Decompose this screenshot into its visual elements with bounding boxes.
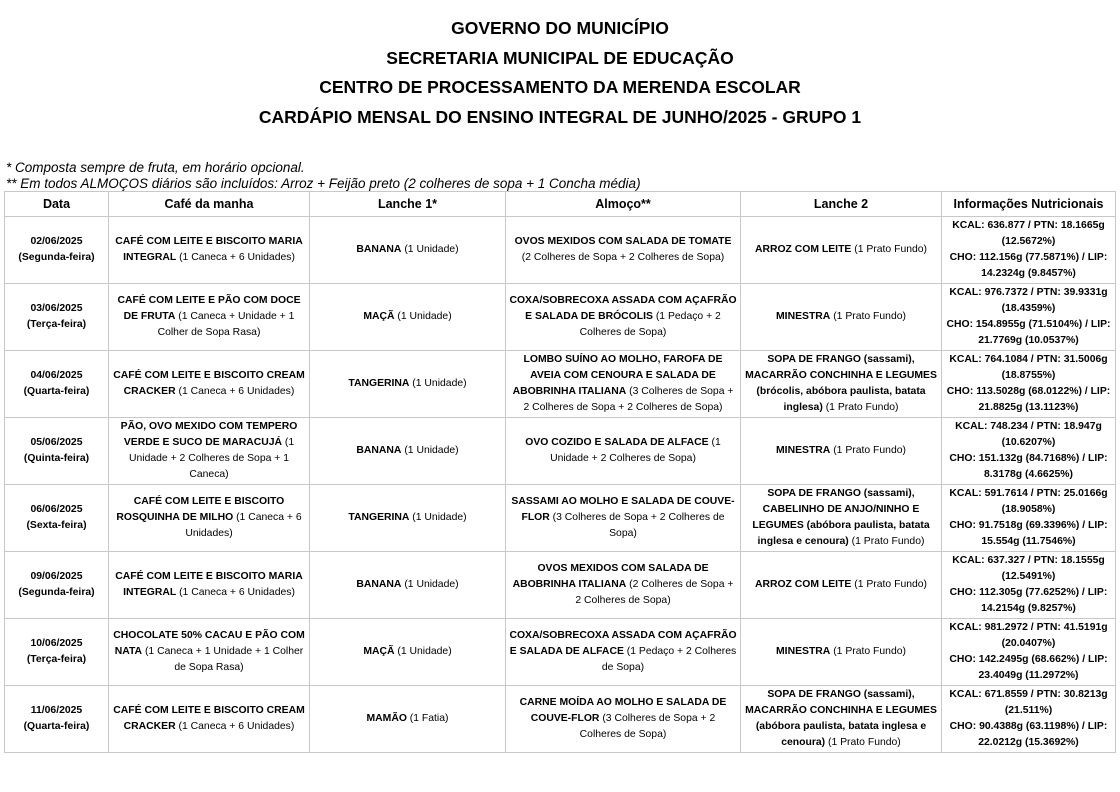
weekday: (Terça-feira) <box>26 654 87 665</box>
meal-name: MINESTRA <box>776 646 831 657</box>
snack2-cell <box>741 418 942 485</box>
header-line-secretariat: SECRETARIA MUNICIPAL DE EDUCAÇÃO <box>386 47 734 68</box>
menu-table <box>4 191 1116 753</box>
meal-name: SOPA DE FRANGO (sassami), MACARRÃO CONCHINHA E LEGUMES (abóbora paulista, batata inglesa e cenoura) <box>745 689 937 748</box>
header-line-menu-title: CARDÁPIO MENSAL DO ENSINO INTEGRAL DE JUNHO/2025 - GRUPO 1 <box>258 106 862 127</box>
meal-name: TANGERINA <box>348 512 410 523</box>
meal-portion: (1 Prato Fundo) <box>828 737 901 748</box>
meal-portion: (1 Unidade + 2 Colheres de Sopa + 1 Caneca) <box>128 437 295 480</box>
meal-name: MINESTRA <box>776 311 831 322</box>
lunch-cell <box>506 552 741 619</box>
nutrition-kcal-ptn: KCAL: 671.8559 / PTN: 30.8213g (21.511%) <box>949 689 1108 716</box>
meal-name: CAFÉ COM LEITE E BISCOITO CREAM CRACKER <box>113 705 305 732</box>
header-line-government: GOVERNO DO MUNICÍPIO <box>451 18 669 38</box>
meal-name: CHOCOLATE 50% CACAU E PÃO COM NATA <box>113 630 305 657</box>
meal-name: COXA/SOBRECOXA ASSADA COM AÇAFRÃO E SALADA DE BRÓCOLIS <box>509 295 737 322</box>
date-cell <box>5 686 109 753</box>
meal-portion: (1 Unidade) <box>397 646 452 657</box>
date: 03/06/2025 <box>30 303 83 314</box>
date: 06/06/2025 <box>30 504 83 515</box>
table-row <box>5 418 1116 485</box>
meal-portion: (1 Unidade) <box>404 445 459 456</box>
meal-portion: (1 Caneca + Unidade + 1 Colher de Sopa Rasa) <box>157 311 295 338</box>
breakfast-cell <box>109 217 310 284</box>
lunch-cell <box>506 485 741 552</box>
meal-name: BANANA <box>356 445 402 456</box>
nutrition-cell <box>942 217 1116 284</box>
table-header-row <box>5 192 1116 217</box>
lunch-cell <box>506 351 741 418</box>
weekday: (Segunda-feira) <box>18 252 95 263</box>
lunch-cell <box>506 217 741 284</box>
meal-portion: (1 Unidade) <box>412 512 467 523</box>
meal-portion: (1 Unidade) <box>404 579 459 590</box>
nutrition-cell <box>942 485 1116 552</box>
meal-portion: (1 Unidade) <box>412 378 467 389</box>
lunch-cell <box>506 686 741 753</box>
nutrition-cell <box>942 418 1116 485</box>
header-line-center: CENTRO DE PROCESSAMENTO DA MERENDA ESCOLAR <box>319 77 801 97</box>
meal-name: MAMÃO <box>366 713 407 724</box>
note-fruit: * Composta sempre de fruta, em horário opcional. <box>6 160 305 175</box>
meal-name: OVO COZIDO E SALADA DE ALFACE <box>525 437 709 448</box>
meal-name: BANANA <box>356 579 402 590</box>
column-header-snack2: Lanche 2 <box>741 192 942 217</box>
nutrition-kcal-ptn: KCAL: 981.2972 / PTN: 41.5191g (20.0407%) <box>949 622 1108 649</box>
document-header <box>0 14 1120 132</box>
meal-portion: (1 Unidade) <box>397 311 452 322</box>
breakfast-cell <box>109 686 310 753</box>
breakfast-cell <box>109 351 310 418</box>
breakfast-cell <box>109 485 310 552</box>
meal-portion: (1 Prato Fundo) <box>851 536 925 547</box>
date: 05/06/2025 <box>30 437 83 448</box>
nutrition-kcal-ptn: KCAL: 764.1084 / PTN: 31.5006g (18.8755%) <box>949 354 1108 381</box>
nutrition-cho-lip: CHO: 113.5028g (68.0122%) / LIP: 21.8825g (13.1123%) <box>946 386 1111 413</box>
meal-portion: (1 Fatia) <box>409 713 449 724</box>
meal-portion: (1 Caneca + 1 Unidade + 1 Colher de Sopa Rasa) <box>144 646 304 673</box>
nutrition-cell <box>942 619 1116 686</box>
date: 02/06/2025 <box>30 236 83 247</box>
snack1-cell <box>310 351 506 418</box>
snack2-cell <box>741 552 942 619</box>
column-header-snack1: Lanche 1* <box>310 192 506 217</box>
meal-name: OVOS MEXIDOS COM SALADA DE TOMATE <box>514 236 732 247</box>
column-header-lunch: Almoço** <box>506 192 741 217</box>
breakfast-cell <box>109 284 310 351</box>
date-cell <box>5 351 109 418</box>
meal-name: SOPA DE FRANGO (sassami), CABELINHO DE ANJO/NINHO E LEGUMES (abóbora paulista, batata inglesa e cenoura) <box>752 488 930 547</box>
meal-name: CAFÉ COM LEITE E BISCOITO CREAM CRACKER <box>113 370 305 397</box>
date-cell <box>5 552 109 619</box>
snack2-cell <box>741 217 942 284</box>
meal-portion: (1 Prato Fundo) <box>825 402 899 413</box>
snack2-cell <box>741 284 942 351</box>
meal-portion: (1 Caneca + 6 Unidades) <box>178 721 295 732</box>
snack2-cell <box>741 619 942 686</box>
snack1-cell <box>310 619 506 686</box>
table-row <box>5 217 1116 284</box>
meal-portion: (2 Colheres de Sopa + 2 Colheres de Sopa) <box>575 579 734 606</box>
table-row <box>5 552 1116 619</box>
meal-portion: (3 Colheres de Sopa + 2 Colheres de Sopa) <box>579 713 716 740</box>
note-lunch: ** Em todos ALMOÇOS diários são incluídos: Arroz + Feijão preto (2 colheres de sopa + 1 Concha média) <box>6 176 641 191</box>
meal-portion: (1 Caneca + 6 Unidades) <box>185 512 302 539</box>
date-cell <box>5 217 109 284</box>
date-cell <box>5 619 109 686</box>
nutrition-kcal-ptn: KCAL: 591.7614 / PTN: 25.0166g (18.9058%) <box>949 488 1108 515</box>
weekday: (Segunda-feira) <box>18 587 95 598</box>
breakfast-cell <box>109 418 310 485</box>
snack1-cell <box>310 418 506 485</box>
meal-portion: (1 Unidade) <box>404 244 459 255</box>
weekday: (Quarta-feira) <box>23 721 90 732</box>
nutrition-kcal-ptn: KCAL: 748.234 / PTN: 18.947g (10.6207%) <box>955 421 1102 448</box>
date-cell <box>5 284 109 351</box>
date-cell <box>5 418 109 485</box>
weekday: (Quarta-feira) <box>23 386 90 397</box>
nutrition-cho-lip: CHO: 90.4388g (63.1198%) / LIP: 22.0212g (15.3692%) <box>949 721 1108 748</box>
date: 10/06/2025 <box>30 638 83 649</box>
lunch-cell <box>506 284 741 351</box>
meal-portion: (1 Caneca + 6 Unidades) <box>178 386 295 397</box>
meal-portion: (1 Prato Fundo) <box>854 244 928 255</box>
snack1-cell <box>310 552 506 619</box>
nutrition-kcal-ptn: KCAL: 637.327 / PTN: 18.1555g (12.5491%) <box>952 555 1105 582</box>
meal-name: ARROZ COM LEITE <box>754 244 852 255</box>
meal-name: BANANA <box>356 244 402 255</box>
meal-name: ARROZ COM LEITE <box>754 579 852 590</box>
table-row <box>5 284 1116 351</box>
meal-portion: (1 Prato Fundo) <box>833 311 906 322</box>
meal-portion: (1 Prato Fundo) <box>833 445 906 456</box>
meal-name: CARNE MOÍDA AO MOLHO E SALADA DE COUVE-FLOR <box>519 697 727 724</box>
meal-portion: (2 Colheres de Sopa + 2 Colheres de Sopa) <box>521 252 725 263</box>
meal-portion: (3 Colheres de Sopa + 2 Colheres de Sopa) <box>552 512 725 539</box>
nutrition-cho-lip: CHO: 151.132g (84.7168%) / LIP: 8.3178g (4.6625%) <box>949 453 1108 480</box>
meal-name: TANGERINA <box>348 378 410 389</box>
meal-portion: (1 Caneca + 6 Unidades) <box>179 587 295 598</box>
table-row <box>5 485 1116 552</box>
column-header-breakfast: Café da manha <box>109 192 310 217</box>
meal-portion: (1 Caneca + 6 Unidades) <box>179 252 295 263</box>
snack2-cell <box>741 351 942 418</box>
nutrition-cho-lip: CHO: 91.7518g (69.3396%) / LIP: 15.554g (11.7546%) <box>949 520 1108 547</box>
snack2-cell <box>741 686 942 753</box>
snack1-cell <box>310 686 506 753</box>
nutrition-kcal-ptn: KCAL: 636.877 / PTN: 18.1665g (12.5672%) <box>952 220 1105 247</box>
column-header-date: Data <box>5 192 109 217</box>
table-row <box>5 619 1116 686</box>
meal-portion: (3 Colheres de Sopa + 2 Colheres de Sopa + 2 Colheres de Sopa) <box>523 386 734 413</box>
snack1-cell <box>310 217 506 284</box>
meal-name: CAFÉ COM LEITE E BISCOITO MARIA INTEGRAL <box>115 571 303 598</box>
meal-portion: (1 Unidade + 2 Colheres de Sopa) <box>550 437 721 464</box>
nutrition-cell <box>942 552 1116 619</box>
date: 04/06/2025 <box>30 370 83 381</box>
snack1-cell <box>310 284 506 351</box>
nutrition-cell <box>942 351 1116 418</box>
meal-name: OVOS MEXIDOS COM SALADA DE ABOBRINHA ITALIANA <box>512 563 709 590</box>
meal-portion: (1 Pedaço + 2 Colheres de Sopa) <box>601 646 737 673</box>
meal-name: CAFÉ COM LEITE E PÃO COM DOCE DE FRUTA <box>117 295 301 322</box>
meal-name: MAÇÃ <box>363 646 395 657</box>
nutrition-cho-lip: CHO: 112.305g (77.6252%) / LIP: 14.2154g (9.8257%) <box>949 587 1108 614</box>
meal-portion: (1 Pedaço + 2 Colheres de Sopa) <box>579 311 721 338</box>
date: 11/06/2025 <box>30 705 83 716</box>
meal-name: SASSAMI AO MOLHO E SALADA DE COUVE-FLOR <box>511 496 735 523</box>
column-header-nutrition: Informações Nutricionais <box>942 192 1116 217</box>
nutrition-kcal-ptn: KCAL: 976.7372 / PTN: 39.9331g (18.4359%) <box>949 287 1108 314</box>
nutrition-cell <box>942 284 1116 351</box>
meal-name: MAÇÃ <box>363 311 395 322</box>
nutrition-cho-lip: CHO: 154.8955g (71.5104%) / LIP: 21.7769g (10.0537%) <box>946 319 1111 346</box>
breakfast-cell <box>109 619 310 686</box>
table-row <box>5 686 1116 753</box>
date: 09/06/2025 <box>30 571 83 582</box>
meal-name: CAFÉ COM LEITE E BISCOITO ROSQUINHA DE MILHO <box>116 496 285 523</box>
nutrition-cho-lip: CHO: 112.156g (77.5871%) / LIP: 14.2324g (9.8457%) <box>949 252 1108 279</box>
footnotes <box>6 160 641 192</box>
snack2-cell <box>741 485 942 552</box>
meal-name: SOPA DE FRANGO (sassami), MACARRÃO CONCHINHA E LEGUMES (brócolis, abóbora paulista, batata inglesa) <box>745 354 937 413</box>
meal-portion: (1 Prato Fundo) <box>854 579 928 590</box>
nutrition-cho-lip: CHO: 142.2495g (68.662%) / LIP: 23.4049g (11.2972%) <box>949 654 1108 681</box>
weekday: (Terça-feira) <box>26 319 87 330</box>
meal-name: PÃO, OVO MEXIDO COM TEMPERO VERDE E SUCO DE MARACUJÁ <box>120 421 298 448</box>
meal-name: MINESTRA <box>776 445 831 456</box>
meal-name: COXA/SOBRECOXA ASSADA COM AÇAFRÃO E SALADA DE ALFACE <box>509 630 737 657</box>
nutrition-cell <box>942 686 1116 753</box>
breakfast-cell <box>109 552 310 619</box>
lunch-cell <box>506 619 741 686</box>
lunch-cell <box>506 418 741 485</box>
weekday: (Sexta-feira) <box>26 520 87 531</box>
meal-portion: (1 Prato Fundo) <box>833 646 906 657</box>
date-cell <box>5 485 109 552</box>
meal-name: CAFÉ COM LEITE E BISCOITO MARIA INTEGRAL <box>115 236 303 263</box>
table-row <box>5 351 1116 418</box>
snack1-cell <box>310 485 506 552</box>
weekday: (Quinta-feira) <box>23 453 90 464</box>
meal-name: LOMBO SUÍNO AO MOLHO, FAROFA DE AVEIA COM CENOURA E SALADA DE ABOBRINHA ITALIANA <box>512 354 723 397</box>
